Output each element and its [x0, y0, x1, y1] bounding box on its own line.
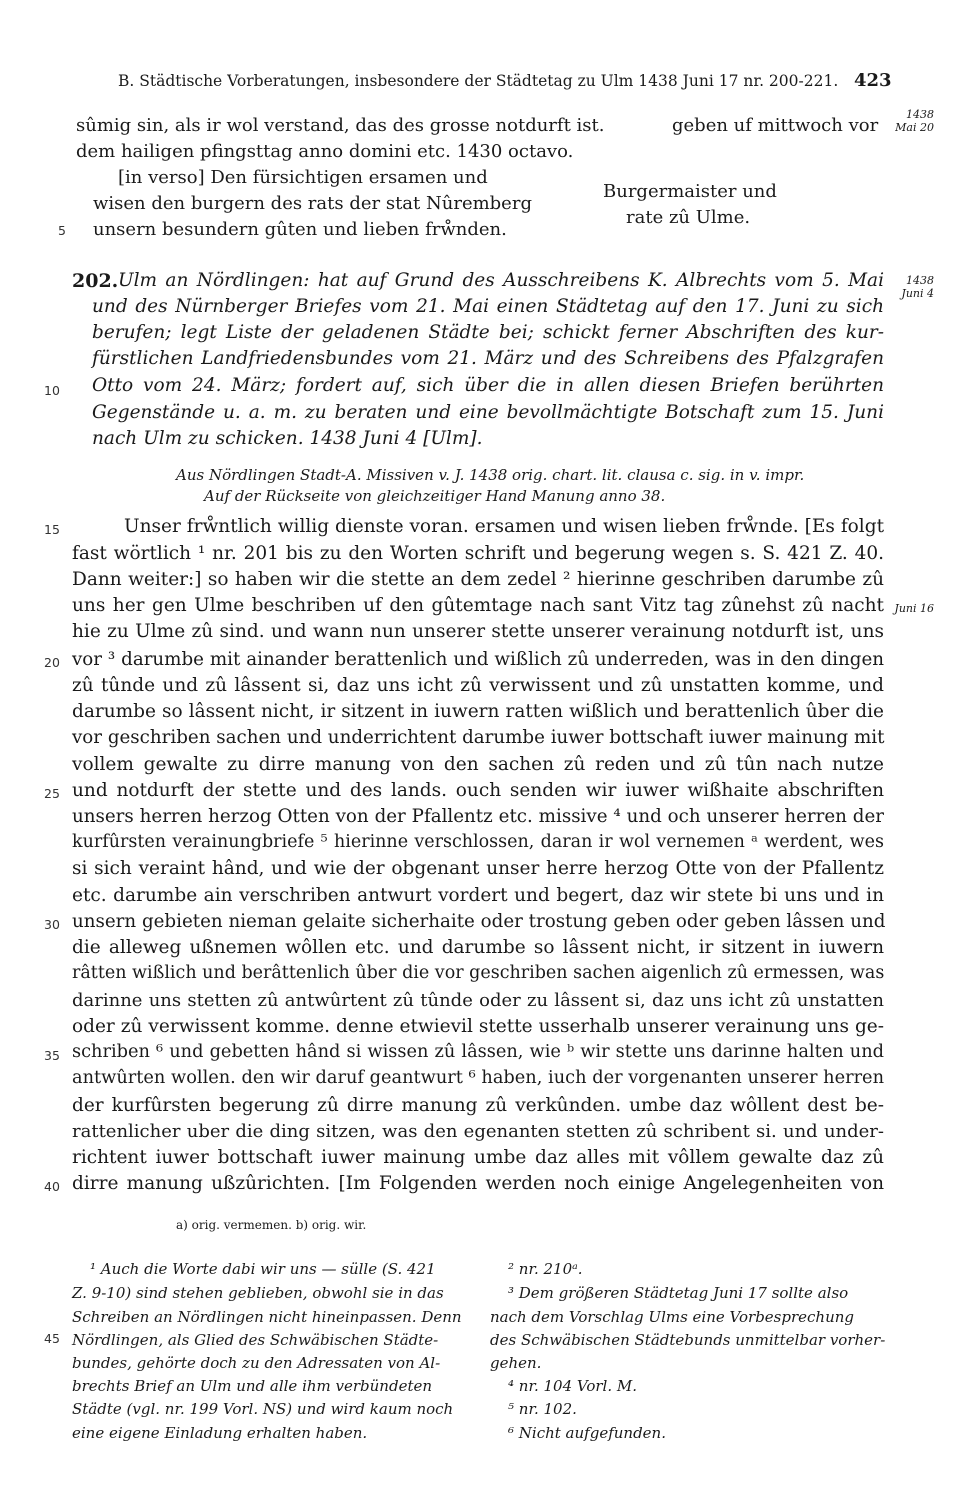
- body-line: dirre manung ußzûrichten. [Im Folgenden werden noch einige Angelegenheiten von: [72, 1173, 884, 1194]
- body-line: unsern gebieten nieman gelaite sicherhaite oder trostung geben oder geben lâssen und: [72, 911, 886, 932]
- prev-doc-line: wisen den burgern des rats der stat Nûremberg: [93, 193, 532, 214]
- body-line: uns her gen Ulme beschriben uf den gûtemtage nach sant Vitz tag zûnehst zû nacht: [72, 595, 884, 616]
- footnote-line: Z. 9-10) sind stehen geblieben, obwohl sie in das: [72, 1284, 444, 1302]
- body-line: Dann weiter:] so haben wir die stette an dem zedel ² hierinne geschriben darumbe zû: [72, 569, 884, 590]
- footnote-line: brechts Brief an Ulm und alle ihm verbündeten: [72, 1377, 433, 1395]
- footnote-line: nach dem Vorschlag Ulms eine Vorbesprechung: [490, 1308, 855, 1326]
- regest-line: Ulm an Nördlingen: hat auf Grund des Ausschreibens K. Albrechts vom 5. Mai: [118, 270, 884, 291]
- footnote-line: ⁶ Nicht aufgefunden.: [508, 1424, 666, 1442]
- body-line: und notdurft der stette und des lands. ouch senden wir iuwer wißhaite abschriften: [72, 780, 884, 801]
- regest-line: und des Nürnberger Briefes vom 21. Mai einen Städtetag auf den 17. Juni zu sich: [92, 296, 884, 317]
- margin-date: 1438 Mai 20: [895, 108, 934, 134]
- body-line: der kurfûrsten begerung zû dirre manung zû verkûnden. umbe daz wôllent dest be-: [72, 1095, 884, 1116]
- prev-doc-signature: Burgermaister und: [603, 181, 777, 202]
- body-line: darumbe so lâssent nicht, ir sitzent in iuwern ratten wißlich und berattenlich ûber die: [72, 701, 884, 722]
- footnote-line: Schreiben an Nördlingen nicht hineinpassen. Denn: [72, 1308, 462, 1326]
- line-number: 45: [44, 1331, 60, 1346]
- footnote-line: ⁵ nr. 102.: [508, 1400, 577, 1418]
- prev-doc-line: dem hailigen pfingsttag anno domini etc. 1430 octavo.: [76, 141, 574, 162]
- footnote-line: ¹ Auch die Worte dabi wir uns — sülle (S. 421: [90, 1260, 436, 1278]
- running-title: B. Städtische Vorberatungen, insbesondere der Städtetag zu Ulm 1438 Juni 17 nr. 200-221.: [118, 72, 839, 90]
- body-line: antwûrten wollen. den wir daruf geantwurt ⁶ haben, iuch der vorgenanten unserer herren: [72, 1068, 884, 1088]
- regest-line: Gegenstände u. a. m. zu beraten und eine bevollmächtigte Botschaft zum 15. Juni: [92, 402, 884, 423]
- regest-line: fürstlichen Landfriedensbundes vom 21. März und des Schreibens des Pfalzgrafen: [92, 348, 884, 369]
- body-line: vor geschriben sachen und underrichtent darumbe iuwer bottschaft iuwer mainung mit: [72, 727, 885, 748]
- line-number: 5: [58, 223, 66, 238]
- body-line: vor ³ darumbe mit ainander berattenlich und wißlich zû underreden, was in den dingen: [72, 649, 884, 670]
- regest-line: berufen; legt Liste der geladenen Städte bei; schickt ferner Abschriften des kur-: [92, 322, 884, 343]
- body-line: darinne uns stetten zû antwûrtent zû tûnde oder zu lâssent si, daz uns icht zû unstatten: [72, 990, 884, 1011]
- footnote-line: Städte (vgl. nr. 199 Vorl. NS) und wird kaum noch: [72, 1400, 454, 1418]
- footnote-line: bundes, gehörte doch zu den Adressaten von Al-: [72, 1354, 441, 1372]
- body-line: richtent iuwer bottschaft iuwer mainung umbe daz alles mit vôllem gewalte daz zû: [72, 1147, 884, 1168]
- prev-doc-line: [in verso] Den fürsichtigen ersamen und: [118, 167, 488, 188]
- source-line: Auf der Rückseite von gleichzeitiger Hand Manung anno 38.: [204, 487, 666, 505]
- body-line: fast wörtlich ¹ nr. 201 bis zu den Worten schrift und begerung wegen s. S. 421 Z. 40.: [72, 543, 884, 564]
- body-line: zû tûnde und zû lâssent si, daz uns icht zû verwissent und zû unstatten komme, und: [72, 675, 884, 696]
- margin-date: 1438 Juni 4: [901, 274, 934, 300]
- body-line: si sich veraint hând, und wie der obgenant unser herre herzog Otte von der Pfallentz: [72, 858, 884, 879]
- prev-doc-signature: rate zû Ulme.: [626, 207, 751, 228]
- body-line: râtten wißlich und berâttenlich ûber die vor geschriben sachen aigenlich zû ermessen, was: [72, 963, 885, 983]
- body-line: die alleweg ußnemen wôllen etc. und darumbe so lâssent nicht, ir sitzent in iuwern: [72, 937, 884, 958]
- prev-doc-line: unsern besundern gûten und lieben frẘnden.: [93, 219, 507, 240]
- body-line: etc. darumbe ain verschriben antwurt vordert und begert, daz wir stete bi uns und in: [72, 885, 884, 906]
- footnote-line: ² nr. 210ᵃ.: [508, 1260, 583, 1278]
- source-line: Aus Nördlingen Stadt-A. Missiven v. J. 1438 orig. chart. lit. clausa c. sig. in v. impr.: [176, 466, 805, 484]
- body-line: Unser frẘntlich willig dienste voran. ersamen und wisen lieben frẘnde. [Es folgt: [124, 516, 884, 537]
- line-number: 15: [44, 522, 60, 537]
- footnote-line: ³ Dem größeren Städtetag Juni 17 sollte also: [508, 1284, 849, 1302]
- regest-line: nach Ulm zu schicken. 1438 Juni 4 [Ulm].: [92, 428, 483, 449]
- footnote-line: ⁴ nr. 104 Vorl. M.: [508, 1377, 638, 1395]
- text-notes: a) orig. vermemen. b) orig. wir.: [176, 1218, 367, 1232]
- line-number: 10: [44, 383, 60, 398]
- line-number: 35: [44, 1048, 60, 1063]
- body-line: vollem gewalte zu dirre manung von den sachen zû reden und zû tûn nach nutze: [72, 754, 884, 775]
- footnote-line: eine eigene Einladung erhalten haben.: [72, 1424, 368, 1442]
- body-line: rattenlicher uber die ding sitzen, was den egenanten stetten zû schribent si. und under-: [72, 1121, 884, 1142]
- page-number: 423: [854, 70, 892, 91]
- body-line: oder zû verwissent komme. denne etwievil stette usserhalb unserer verainung uns ge-: [72, 1016, 884, 1037]
- body-line: hie zu Ulme zû sind. und wann nun unserer stette unserer verainung notdurft ist, uns: [72, 621, 884, 642]
- line-number: 20: [44, 655, 60, 670]
- body-line: kurfûrsten verainungbriefe ⁵ hierinne verschlossen, daran ir wol vernemen ᵃ werdent, wes: [72, 832, 884, 852]
- regest-line: Otto vom 24. März; fordert auf, sich über die in allen diesen Briefen berührten: [92, 375, 884, 396]
- footnote-line: Nördlingen, als Glied des Schwäbischen Städte-: [72, 1331, 439, 1349]
- line-number: 40: [44, 1179, 60, 1194]
- body-line: unsers herren herzog Otten von der Pfallentz etc. missive ⁴ und och unserer herren der: [72, 806, 884, 827]
- prev-doc-date: geben uf mittwoch vor: [672, 115, 879, 136]
- footnote-line: gehen.: [490, 1354, 542, 1372]
- entry-number: 202.: [72, 270, 119, 292]
- line-number: 30: [44, 917, 60, 932]
- footnote-line: des Schwäbischen Städtebunds unmittelbar vorher-: [490, 1331, 886, 1349]
- prev-doc-line: sûmig sin, als ir wol verstand, das des grosse notdurft ist.: [76, 115, 605, 136]
- body-line: schriben ⁶ und gebetten hând si wissen zû lâssen, wie ᵇ wir stette uns darinne halten und: [72, 1042, 884, 1062]
- margin-date: Juni 16: [894, 602, 934, 615]
- line-number: 25: [44, 786, 60, 801]
